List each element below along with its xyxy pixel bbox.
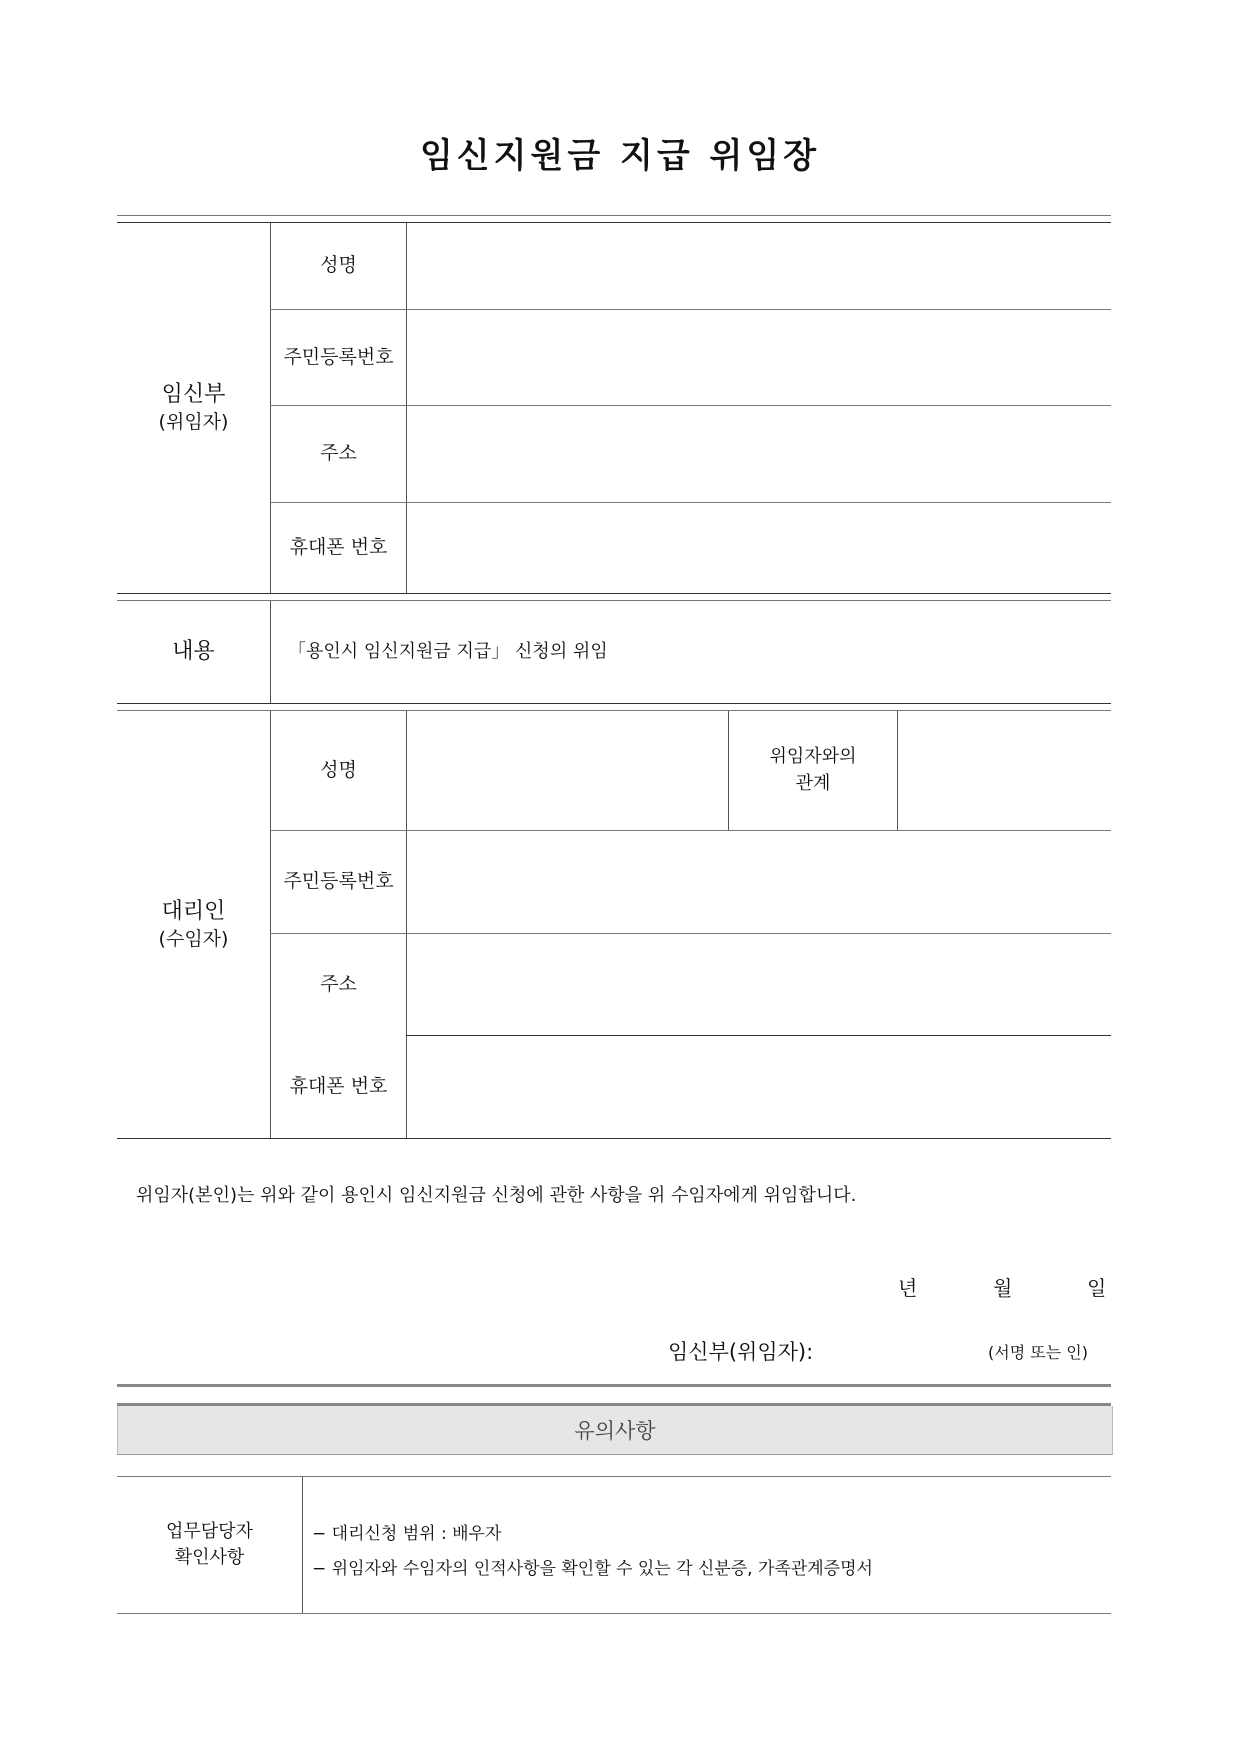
pregnant-resident-number-field[interactable] bbox=[407, 310, 1111, 405]
pregnant-address-label: 주소 bbox=[320, 442, 357, 465]
agent-relation-label bbox=[729, 711, 897, 830]
signature-hint: (서명 또는 인) bbox=[988, 1343, 1088, 1362]
top-double-line-a bbox=[117, 215, 1111, 216]
pregnant-phone-label: 휴대폰 번호 bbox=[289, 536, 388, 559]
notice-item: − 위임자와 수임자의 인적사항을 확인할 수 있는 각 신분증, 가족관계증명서 bbox=[312, 1559, 873, 1579]
signature-label: 임신부(위임자): bbox=[668, 1340, 814, 1364]
agent-address-field[interactable] bbox=[407, 934, 1111, 1035]
pregnant-phone-field[interactable] bbox=[407, 503, 1111, 593]
agent-address-label: 주소 bbox=[320, 972, 357, 995]
agent-resident-number-label: 주민등록번호 bbox=[283, 870, 394, 893]
relation-label-line2: 관계 bbox=[795, 772, 831, 794]
date-year-label: 년 bbox=[898, 1276, 918, 1300]
section2-divider bbox=[270, 601, 271, 703]
agent-label: 대리인 bbox=[161, 898, 226, 924]
notice-table-divider bbox=[302, 1477, 303, 1613]
agent-name-field[interactable] bbox=[407, 711, 728, 830]
pregnant-sub-label: (위임자) bbox=[158, 411, 229, 434]
content-label: 내용 bbox=[172, 639, 215, 665]
agent-resident-number-field[interactable] bbox=[407, 831, 1111, 933]
agent-relation-field[interactable] bbox=[898, 711, 1111, 830]
agent-section-label bbox=[117, 711, 270, 1138]
pregnant-section-label bbox=[117, 223, 270, 593]
pregnant-name-label: 성명 bbox=[320, 254, 357, 277]
pregnant-name-field[interactable] bbox=[407, 223, 1111, 309]
agent-phone-field[interactable] bbox=[407, 1036, 1111, 1138]
notice-label bbox=[117, 1477, 302, 1613]
pregnant-address-field[interactable] bbox=[407, 406, 1111, 502]
notice-label-line1: 업무담당자 bbox=[166, 1520, 253, 1542]
agent-sub-label: (수임자) bbox=[158, 927, 229, 950]
content-value: 「용인시 임신지원금 지급」 신청의 위임 bbox=[288, 640, 608, 662]
notice-table-bottom-line bbox=[117, 1613, 1111, 1614]
section2-double-line-a bbox=[117, 593, 1111, 594]
notice-item: − 대리신청 범위 : 배우자 bbox=[312, 1524, 502, 1544]
date-day-label: 일 bbox=[1087, 1276, 1107, 1300]
delegation-statement: 위임자(본인)는 위와 같이 용인시 임신지원금 신청에 관한 사항을 위 수임자에게 위임합니다. bbox=[136, 1184, 857, 1206]
pregnant-label: 임신부 bbox=[161, 382, 226, 408]
section3-bottom-line bbox=[117, 1138, 1111, 1139]
notice-label-line2: 확인사항 bbox=[174, 1547, 245, 1568]
relation-label-line1: 위임자와의 bbox=[769, 746, 857, 768]
notice-header: 유의사항 bbox=[117, 1406, 1113, 1455]
section3-double-line-a bbox=[117, 703, 1111, 704]
agent-name-label: 성명 bbox=[320, 758, 357, 781]
notice-top-line-a bbox=[117, 1384, 1111, 1387]
agent-phone-label: 휴대폰 번호 bbox=[289, 1075, 388, 1098]
document-title: 임신지원금 지급 위임장 bbox=[419, 136, 821, 176]
pregnant-resident-number-label: 주민등록번호 bbox=[283, 345, 394, 368]
date-month-label: 월 bbox=[993, 1276, 1013, 1300]
